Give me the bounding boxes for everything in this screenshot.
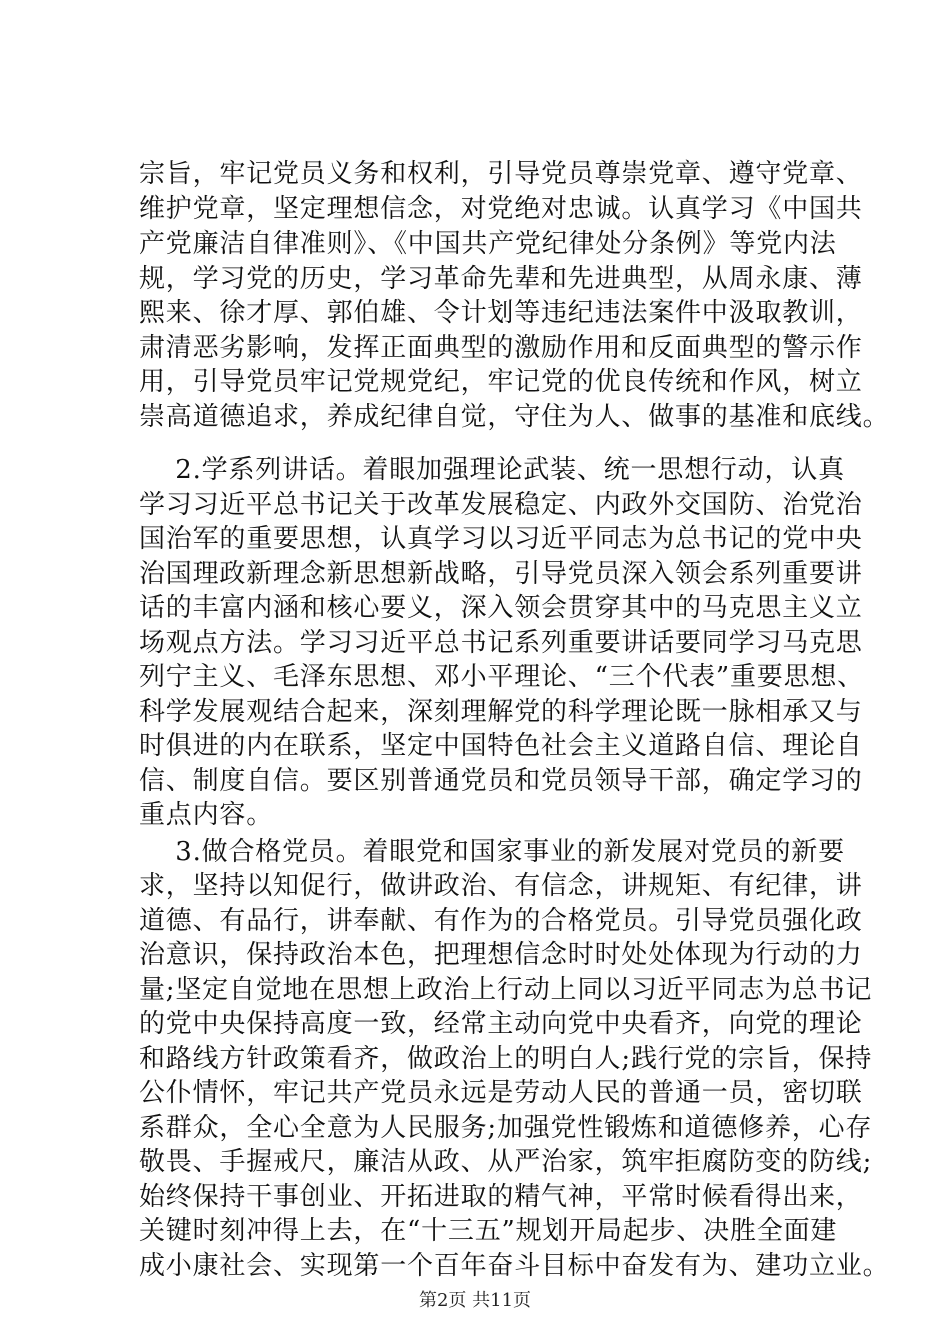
text-line: 科学发展观结合起来，深刻理解党的科学理论既一脉相承又与 [139,697,863,727]
text-line: 公仆情怀，牢记共产党员永远是劳动人民的普通一员，密切联 [139,1078,863,1108]
text-line: 宗旨，牢记党员义务和权利，引导党员尊崇党章、遵守党章、 [139,159,863,189]
text-line: 产党廉洁自律准则》、《中国共产党纪律处分条例》等党内法 [139,229,837,259]
text-line: 治意识，保持政治本色，把理想信念时时处处体现为行动的力 [139,940,863,970]
text-line: 信、制度自信。要区别普通党员和党员领导干部，确定学习的 [139,766,863,796]
text-line: 量;坚定自觉地在思想上政治上行动上同以习近平同志为总书记 [139,975,873,1005]
text-line: 关键时刻冲得上去，在“十三五”规划开局起步、决胜全面建 [139,1216,838,1246]
text-line: 熙来、徐才厚、郭伯雄、令计划等违纪违法案件中汲取教训， [139,298,863,328]
text-line: 场观点方法。学习习近平总书记系列重要讲话要同学习马克思 [139,628,863,658]
text-line: 求，坚持以知促行，做讲政治、有信念，讲规矩、有纪律，讲 [139,871,863,901]
text-line: 国治军的重要思想，认真学习以习近平同志为总书记的党中央 [139,524,863,554]
text-line: 敬畏、手握戒尺，廉洁从政、从严治家，筑牢拒腐防变的防线; [139,1147,873,1177]
text-line: 话的丰富内涵和核心要义，深入领会贯穿其中的马克思主义立 [139,593,863,623]
text-line: 和路线方针政策看齐，做政治上的明白人;践行党的宗旨，保持 [139,1044,873,1074]
text-line: 维护党章，坚定理想信念，对党绝对忠诚。认真学习《中国共 [139,194,863,224]
text-line: 时俱进的内在联系，坚定中国特色社会主义道路自信、理论自 [139,731,863,761]
text-line: 治国理政新理念新思想新战略，引导党员深入领会系列重要讲 [139,559,863,589]
text-line: 列宁主义、毛泽东思想、邓小平理论、“三个代表”重要思想、 [139,662,864,692]
text-line: 用，引导党员牢记党规党纪，牢记党的优良传统和作风，树立 [139,367,863,397]
text-line: 的党中央保持高度一致，经常主动向党中央看齐，向党的理论 [139,1009,863,1039]
text-line: 3.做合格党员。着眼党和国家事业的新发展对党员的新要 [139,837,845,867]
text-line: 规，学习党的历史，学习革命先辈和先进典型，从周永康、薄 [139,264,863,294]
text-line: 学习习近平总书记关于改革发展稳定、内政外交国防、治党治 [139,490,863,520]
page-number: 第2页 共11页 [418,1290,532,1311]
text-line: 道德、有品行，讲奉献、有作为的合格党员。引导党员强化政 [139,906,863,936]
text-line: 成小康社会、实现第一个百年奋斗目标中奋发有为、建功立业。 [139,1251,890,1281]
text-line: 重点内容。 [139,800,274,830]
text-line: 2.学系列讲话。着眼加强理论武装、统一思想行动，认真 [139,455,845,485]
text-line: 系群众，全心全意为人民服务;加强党性锻炼和道德修养，心存 [139,1113,873,1143]
text-line: 崇高道德追求，养成纪律自觉，守住为人、做事的基准和底线。 [139,402,890,432]
text-line: 肃清恶劣影响，发挥正面典型的激励作用和反面典型的警示作 [139,333,863,363]
text-line: 始终保持干事创业、开拓进取的精气神，平常时候看得出来， [139,1182,863,1212]
